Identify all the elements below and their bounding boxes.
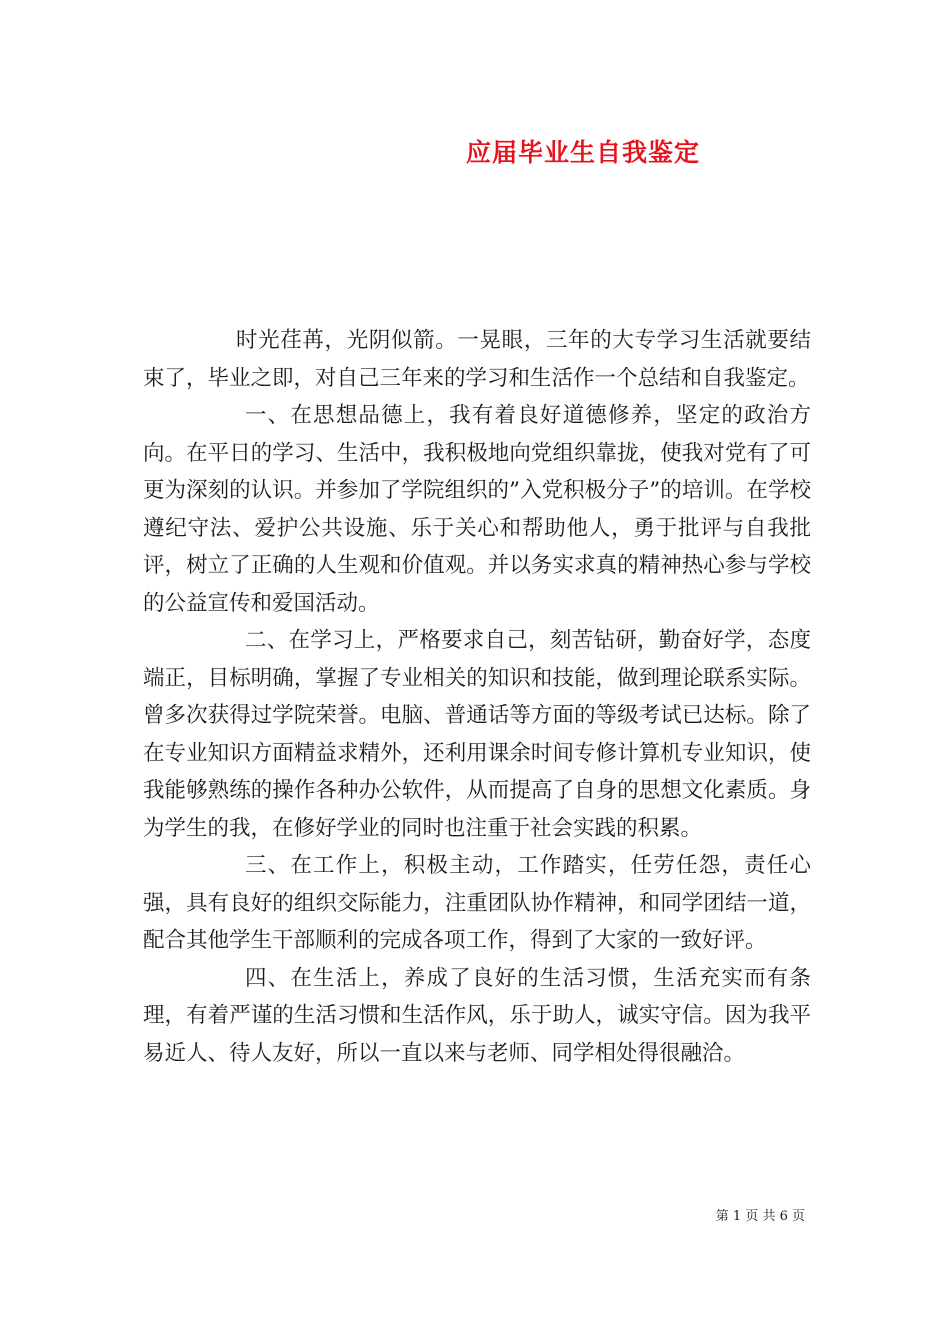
page-number: 第 1 页 共 6 页: [715, 1209, 805, 1224]
document-title: 应届毕业生自我鉴定: [465, 138, 700, 167]
paragraph-work: 三、在工作上，积极主动，工作踏实，任劳任怨，责任心强，具有良好的组织交际能力，注重团队协作精神，和同学团结一道，配合其他学生干部顺利的完成各项工作，得到了大家的一致好评。: [143, 853, 811, 953]
document-body: [143, 322, 811, 1072]
paragraph-ideology: 一、在思想品德上，我有着良好道德修养，坚定的政治方向。在平日的学习、生活中，我积极地向党组织靠拢，使我对党有了可更为深刻的认识。并参加了学院组织的”入党积极分子”的培训。在学校遵纪守法、爱护公共设施、乐于关心和帮助他人，勇于批评与自我批评，树立了正确的人生观和价值观。并以务实求真的精神热心参与学校的公益宣传和爱国活动。: [143, 403, 811, 616]
paragraph-intro: 时光荏苒，光阴似箭。一晃眼，三年的大专学习生活就要结束了，毕业之即，对自己三年来的学习和生活作一个总结和自我鉴定。: [143, 328, 811, 391]
paragraph-life: 四、在生活上，养成了良好的生活习惯，生活充实而有条理，有着严谨的生活习惯和生活作风，乐于助人，诚实守信。因为我平易近人、待人友好，所以一直以来与老师、同学相处得很融洽。: [143, 965, 811, 1066]
paragraph-study: 二、在学习上，严格要求自己，刻苦钻研，勤奋好学，态度端正，目标明确，掌握了专业相关的知识和技能，做到理论联系实际。曾多次获得过学院荣誉。电脑、普通话等方面的等级考试已达标。除了在专业知识方面精益求精外，还利用课余时间专修计算机专业知识，使我能够熟练的操作各种办公软件，从而提高了自身的思想文化素质。身为学生的我，在修好学业的同时也注重于社会实践的积累。: [143, 628, 811, 841]
